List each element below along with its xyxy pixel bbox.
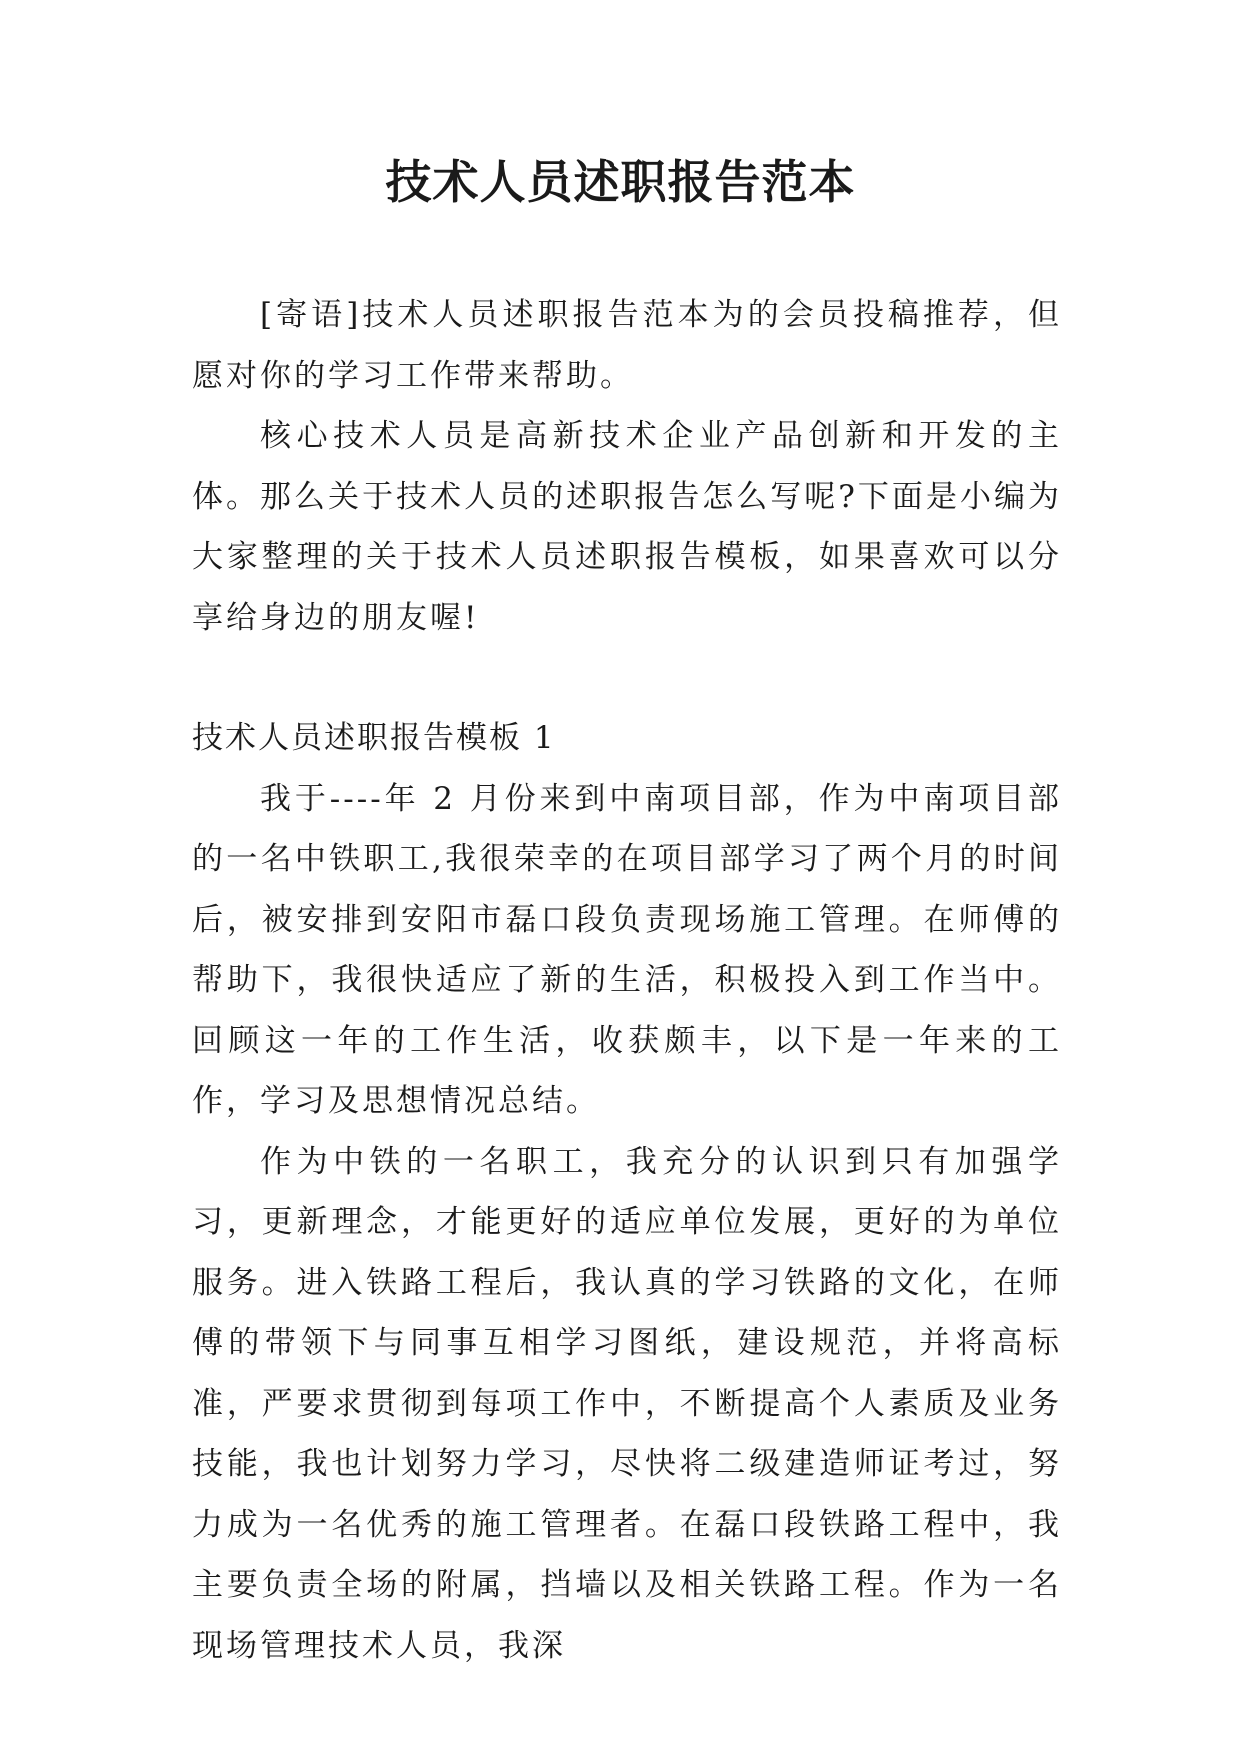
- section-paragraph-2: 作为中铁的一名职工，我充分的认识到只有加强学习，更新理念，才能更好的适应单位发展，更好的为单位服务。进入铁路工程后，我认真的学习铁路的文化，在师傅的带领下与同事互相学习图纸，建设规范，并将高标准，严要求贯彻到每项工作中，不断提高个人素质及业务技能，我也计划努力学习，尽快将二级建造师证考过，努力成为一名优秀的施工管理者。在磊口段铁路工程中，我主要负责全场的附属，挡墙以及相关铁路工程。作为一名现场管理技术人员，我深: [192, 1143, 1062, 1664]
- section-spacer: [192, 648, 1062, 708]
- section-paragraph-1: 我于----年 2 月份来到中南项目部，作为中南项目部的一名中铁职工,我很荣幸的在项目部学习了两个月的时间后，被安排到安阳市磊口段负责现场施工管理。在师傅的帮助下，我很快适应了新的生活，积极投入到工作当中。回顾这一年的工作生活，收获颇丰，以下是一年来的工作，学习及思想情况总结。: [192, 780, 1062, 1119]
- document-title: 技术人员述职报告范本: [385, 155, 856, 209]
- intro-paragraph-2: 核心技术人员是高新技术企业产品创新和开发的主体。那么关于技术人员的述职报告怎么写呢?下面是小编为大家整理的关于技术人员述职报告模板，如果喜欢可以分享给身边的朋友喔!: [192, 418, 1062, 636]
- section-heading: 技术人员述职报告模板 1: [192, 720, 556, 756]
- intro-paragraph-1: [寄语]技术人员述职报告范本为的会员投稿推荐，但愿对你的学习工作带来帮助。: [192, 297, 1062, 394]
- document-body: [192, 285, 1062, 1676]
